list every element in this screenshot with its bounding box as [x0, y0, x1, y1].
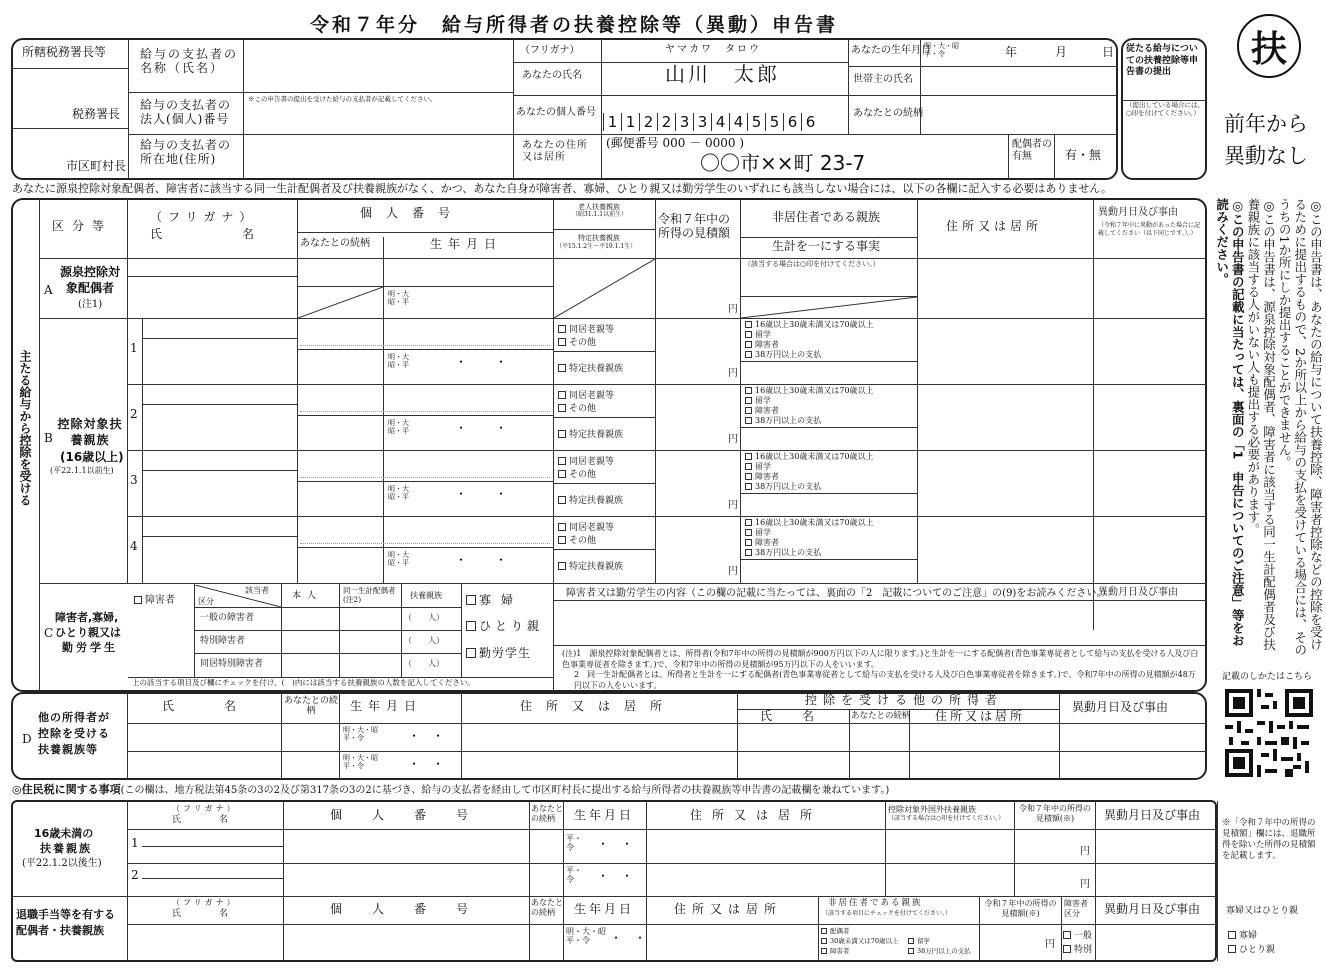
b-row-nonres-disabled[interactable]: 障害者 — [745, 537, 779, 548]
furigana-label: （フリガナ） — [520, 45, 580, 56]
resident-title: ◎住民税に関する事項 — [12, 783, 121, 796]
badge-circle — [1237, 14, 1301, 78]
b-row-elder-cohabit[interactable]: 同居老親等 — [558, 520, 614, 533]
birth-era: 明・大・昭平・令 — [924, 42, 959, 59]
b-row-nonres-study[interactable]: 留学 — [745, 329, 771, 340]
b-row-elder-other[interactable]: その他 — [558, 335, 596, 348]
col-nonres: 非居住者である親族 — [772, 210, 881, 224]
r-col-relation: あなたとの続柄 — [531, 804, 563, 823]
d-label-2: 控除を受ける — [38, 727, 110, 740]
b-row-nonres-age[interactable]: 16歳以上30歳未満又は70歳以上 — [745, 385, 874, 396]
b-row-elder-cohabit[interactable]: 同居老親等 — [558, 388, 614, 401]
ret-col-birth: 生年月日 — [574, 902, 635, 916]
qr-code-icon[interactable] — [1225, 689, 1313, 777]
city-suffix: 市区町村長 — [66, 159, 127, 173]
d-col-change: 異動月日及び事由 — [1072, 700, 1169, 714]
nonres-a-note: （該当する場合は○印を付けてください。） — [744, 260, 880, 268]
postal-value[interactable]: (郵便番号 000 － 0000 ) — [606, 136, 745, 150]
b-row-nonres-disabled[interactable]: 障害者 — [745, 339, 779, 350]
col-relation: あなたとの続柄 — [300, 238, 370, 249]
right-note-2: ◎この申告書は、源泉控除対象配偶者、障害者に該当する同一生計配偶者及び扶養親族に該当する人がいない人も提出する必要があります。 — [1245, 198, 1277, 651]
b-row-nonres-pay[interactable]: 38万円以上の支払 — [745, 415, 821, 426]
c-dependent: 扶養親族 — [410, 591, 442, 600]
r-col-mynumber: 個人番号 — [330, 808, 499, 822]
row-a-slash-2 — [554, 259, 655, 318]
widow-title: 寡婦又はひとり親 — [1226, 906, 1299, 916]
u16-row-2: 2 — [131, 868, 139, 882]
r-col-change: 異動月日及び事由 — [1104, 808, 1201, 822]
spouse-value[interactable]: 有・無 — [1065, 148, 1102, 162]
b-row-mynumber[interactable] — [300, 326, 550, 346]
b-row-yen: 円 — [728, 368, 738, 379]
c-row-general: 一般の障害者 — [200, 613, 255, 623]
ret-label-2: 配偶者・扶養親族 — [16, 924, 104, 937]
mynumber-label: あなたの個人番号 — [516, 107, 596, 118]
row-a-yen: 円 — [728, 304, 738, 315]
main-salary-label: 従たる給与についての扶養控除等申告書の提出 — [1126, 44, 1199, 78]
d-era-1: 明・大・昭平・令 — [343, 726, 378, 743]
b-row-nonres-age[interactable]: 16歳以上30歳未満又は70歳以上 — [745, 517, 874, 528]
householder-input[interactable] — [924, 69, 1114, 93]
notes-2: 2 同一生計配偶者とは、所得者と生計を一にする配偶者(青色事業専従者として給与の支払を受ける人及び白色事業専従者を除きます。)で、令和7年中の所得の見積額が48万円以下の人をいいます。 — [574, 670, 1196, 691]
ret-dots: ・・ — [610, 931, 659, 945]
col-kubun: 区分等 — [52, 219, 113, 233]
b-row-yen: 円 — [728, 566, 738, 577]
right-notes — [1214, 198, 1323, 658]
d-col-other-address: 住所又は居所 — [935, 709, 1026, 723]
b-row-special[interactable]: 特定扶養親族 — [558, 427, 623, 440]
c-spouse: 同一生計配偶者(注2) — [343, 586, 396, 604]
r-col-foreign-note: （該当する場合は○印を付けてください。） — [888, 815, 1005, 822]
resident-side-note: ※「令和７年中の所得の見積額」欄には、退職所得を除いた所得の見積額を記載します。 — [1222, 818, 1316, 862]
payer-name-input[interactable] — [246, 42, 511, 90]
ret-opt-age[interactable]: 30歳未満又は70歳以上 — [821, 936, 899, 945]
d-col-name: 氏名 — [162, 699, 287, 713]
col-shimei: 氏名 — [150, 227, 335, 241]
d-col-relation: あなたとの続柄 — [284, 696, 339, 717]
householder-label: 世帯主の氏名 — [853, 74, 913, 85]
c-change: 異動月日及び事由 — [1098, 587, 1178, 598]
b-row-nonres-disabled[interactable]: 障害者 — [745, 405, 779, 416]
main-side-label: 主たる給与から控除を受ける — [18, 350, 32, 506]
b-row-number: 2 — [130, 407, 138, 421]
birth-day: 日 — [1102, 45, 1115, 59]
ret-col-address: 住所又は居所 — [674, 902, 783, 916]
b-row-nonres-age[interactable]: 16歳以上30歳未満又は70歳以上 — [745, 451, 874, 462]
c-count-1[interactable]: （ 人） — [404, 613, 444, 622]
prev-year-note: 前年から — [1224, 112, 1308, 136]
ret-kubun: 障害者区分 — [1064, 899, 1088, 918]
b-row-mynumber[interactable] — [300, 392, 550, 412]
d-col-address: 住所又は居所 — [520, 699, 677, 713]
birth-label: あなたの生年月日 — [851, 45, 931, 56]
b-row-dots: ・・ — [455, 487, 536, 501]
row-c-label-1: 障害者,寡婦, — [55, 611, 119, 624]
ret-col-relation: あなたとの続柄 — [531, 898, 563, 917]
col-change-note: （令和７年中に異動があった場合に記載してください（以下同じです。）。） — [1098, 222, 1200, 237]
u16-label-1: 16歳未満の — [34, 827, 94, 840]
u16-dots-2: ・・ — [597, 869, 646, 883]
c-disabled-checkbox[interactable]: 障害者 — [134, 591, 175, 606]
col-special-sub: （平15.1.2生～平19.1.1生） — [556, 243, 637, 250]
payer-name-label: 給与の支払者の名称（氏名） — [140, 47, 239, 75]
ret-nonres: 非居住者である親族 — [828, 898, 923, 908]
u16-era-1: 平・令 — [566, 834, 582, 853]
d-col-other: 控除を受ける他の所得者 — [805, 693, 1004, 707]
row-b-note: (平22.1.1以前生) — [50, 466, 114, 475]
row-c-label-2: ひとり親又は — [55, 626, 121, 639]
payer-corp-label: 給与の支払者の法人(個人)番号 — [140, 98, 232, 126]
ret-opt-pay[interactable]: 38万円以上の支払 — [908, 946, 971, 955]
u16-dots-1: ・・ — [597, 837, 646, 851]
payer-corp-note: ※この申告書の提出を受けた給与の支払者が記載してください。 — [248, 95, 437, 103]
c-footnote: 上の該当する項目及び欄にチェックを付け、( )内には該当する扶養親族の人数を記入してください。 — [132, 678, 475, 687]
c-kubun: 区分 — [198, 597, 214, 606]
single-checkbox[interactable]: ひとり親 — [1228, 942, 1275, 955]
r-col-address: 住所又は居所 — [690, 808, 823, 822]
qr-caption: 記載のしかたはこちら — [1222, 672, 1313, 682]
prev-year-note-2: 異動なし — [1224, 144, 1308, 168]
b-row-number: 3 — [130, 473, 138, 487]
r-col-income: 令和７年中の所得の見積額(※) — [1019, 804, 1091, 823]
c-single-checkbox[interactable]: ひとり親 — [466, 617, 543, 634]
b-row-number: 4 — [130, 539, 138, 553]
tax-office-label: 所轄税務署長等 — [22, 45, 107, 59]
ret-yen: 円 — [1045, 939, 1055, 950]
d-era-2: 明・大・昭平・令 — [343, 754, 378, 771]
ret-col-shimei: 氏名 — [172, 909, 267, 919]
col-furigana: （フリガナ） — [150, 210, 258, 224]
col-elder: 老人扶養親族 — [578, 203, 620, 211]
ret-label-1: 退職手当等を有する — [16, 908, 115, 921]
ret-col-change: 異動月日及び事由 — [1104, 902, 1201, 916]
col-elder-sub: （昭31.1.1以前生） — [572, 211, 628, 218]
d-dots-1: ・・ — [408, 729, 457, 743]
col-change: 異動月日及び事由 — [1098, 207, 1178, 218]
b-row-dots: ・・ — [455, 421, 536, 435]
address-label: あなたの住所又は居所 — [522, 140, 588, 163]
c-widow-checkbox[interactable]: 寡婦 — [466, 591, 523, 608]
ret-era: 明・大・昭平・令 — [566, 927, 606, 946]
r-col-birth: 生年月日 — [574, 808, 635, 822]
b-row-nonres-study[interactable]: 留学 — [745, 527, 771, 538]
badge-text: 扶 — [1250, 28, 1287, 70]
birth-year: 年 — [1005, 45, 1018, 59]
name-label: あなたの氏名 — [522, 70, 582, 81]
row-c-label-3: 勤労学生 — [62, 641, 118, 654]
c-content: 障害者又は勤労学生の内容（この欄の記載に当たっては、裏面の「2 記載についてのご注意」の(9)をお読みください。） — [566, 588, 1112, 599]
payer-corp-number[interactable] — [264, 110, 498, 130]
b-row-era: 明・大昭・平 — [388, 551, 409, 568]
b-row-mynumber[interactable] — [300, 524, 550, 544]
col-birth: 生年月日 — [430, 237, 503, 251]
relation-label: あなたとの続柄 — [853, 108, 923, 119]
b-row-nonres-pay[interactable]: 38万円以上の支払 — [745, 349, 821, 360]
notes-1: (注)1 源泉控除対象配偶者とは、所得者(令和7年中の所得の見積額が900万円以下の人に限ります。)と生計を一にする配偶者(青色事業専従者として給与の支払を受ける人及び白色事業専従者を除きます。)で、令和7年中の所得の見積額が95万円以下の人をいいます。 — [562, 649, 1199, 670]
payer-addr-input[interactable] — [246, 137, 511, 177]
b-row-special[interactable]: 特定扶養親族 — [558, 361, 623, 374]
ret-col-furigana: （フリガナ） — [172, 898, 238, 907]
col-sameliving: 生計を一にする事実 — [772, 239, 881, 253]
b-row-nonres-pay[interactable]: 38万円以上の支払 — [745, 547, 821, 558]
c-row-special: 特別障害者 — [200, 636, 246, 646]
name-value[interactable]: 山川 太郎 — [665, 62, 780, 86]
ret-opt-disabled[interactable]: 障害者 — [821, 946, 850, 955]
b-row-number: 1 — [130, 341, 138, 355]
d-col-birth: 生年月日 — [350, 699, 423, 713]
b-row-nonres-pay[interactable]: 38万円以上の支払 — [745, 481, 821, 492]
u16-yen-1: 円 — [1080, 846, 1090, 857]
b-row-yen: 円 — [728, 434, 738, 445]
b-row-yen: 円 — [728, 500, 738, 511]
b-row-dots: ・・ — [455, 355, 536, 369]
row-a-slash-3 — [741, 297, 917, 318]
row-b-label: 控除対象扶養親族 — [57, 417, 123, 448]
ret-col-income: 令和７年中の所得の見積額(※) — [984, 899, 1057, 918]
payer-addr-label: 給与の支払者の所在地(住所) — [140, 138, 232, 166]
resident-title-note: (この欄は、地方税法第45条の3の2及び第317条の3の2に基づき、給与の支払者を経由して市区町村長に提出する給与所得者の扶養親族等申告書の記載欄を兼ねています。) — [120, 785, 890, 796]
b-row-mynumber[interactable] — [300, 458, 550, 478]
u16-yen-2: 円 — [1080, 879, 1090, 890]
d-label-3: 扶養親族等 — [38, 743, 98, 756]
u16-label-3: (平22.1.2以後生) — [22, 858, 102, 869]
c-count-2[interactable]: （ 人） — [404, 636, 444, 645]
birth-month: 月 — [1055, 45, 1068, 59]
d-letter: D — [22, 732, 32, 746]
ret-general-checkbox[interactable]: 一般 — [1063, 928, 1092, 941]
c-applicable: 該当者 — [245, 586, 269, 595]
main-salary-note: （提出している場合には、○印を付けてください。） — [1126, 101, 1204, 118]
u16-row-1: 1 — [131, 836, 139, 850]
row-c-letter: C — [44, 626, 54, 640]
row-a-slash-1 — [298, 287, 383, 318]
b-row-nonres-disabled[interactable]: 障害者 — [745, 471, 779, 482]
u16-era-2: 平・令 — [566, 866, 582, 885]
d-col-other-relation: あなたとの続柄 — [851, 711, 911, 721]
col-address: 住所又は居所 — [946, 219, 1043, 233]
ret-special-checkbox[interactable]: 特別 — [1063, 942, 1092, 955]
b-row-era: 明・大昭・平 — [388, 353, 409, 370]
row-b-letter: B — [44, 431, 53, 445]
tax-office-suffix: 税務署長 — [72, 107, 121, 121]
b-row-era: 明・大昭・平 — [388, 485, 409, 502]
resident-title-row — [12, 784, 889, 797]
widow-checkbox[interactable]: 寡婦 — [1228, 928, 1257, 941]
b-row-special[interactable]: 特定扶養親族 — [558, 559, 623, 572]
row-a-era: 明・大昭・平 — [388, 290, 409, 307]
notice-text: あなたに源泉控除対象配偶者、障害者に該当する同一生計配偶者及び扶養親族がなく、かつ、あなた自身が障害者、寡婦、ひとり親又は勤労学生のいずれにも該当しない場合には、以下の各欄に記入する必要はありません。 — [12, 182, 1112, 195]
col-mynumber: 個人番号 — [360, 206, 465, 220]
row-a-label: 源泉控除対象配偶者 — [59, 265, 120, 296]
spouse-label: 配偶者の有無 — [1012, 139, 1052, 162]
right-note-3: ◎この申告書の記載に当たっては、裏面の「1 申告についてのご注意」等をお読みください。 — [1214, 198, 1246, 647]
b-row-elder-cohabit[interactable]: 同居老親等 — [558, 322, 614, 335]
ret-nonres-note: （該当する項目にチェックを付けてください。） — [822, 910, 951, 917]
form-title: 令和７年分 給与所得者の扶養控除等（異動）申告書 — [310, 14, 839, 36]
b-row-era: 明・大昭・平 — [388, 419, 409, 436]
row-a-note: (注1) — [78, 299, 103, 310]
b-row-nonres-age[interactable]: 16歳以上30歳未満又は70歳以上 — [745, 319, 874, 330]
c-count-3[interactable]: （ 人） — [404, 659, 444, 668]
col-income: 令和７年中の所得の見積額 — [658, 212, 731, 240]
b-row-elder-other[interactable]: その他 — [558, 533, 596, 546]
c-row-cohabit: 同居特別障害者 — [200, 659, 264, 669]
b-row-special[interactable]: 特定扶養親族 — [558, 493, 623, 506]
r-col-furigana: （フリガナ） — [172, 804, 238, 813]
r-col-shimei: 氏名 — [172, 815, 267, 825]
u16-label-2: 扶養親族 — [40, 842, 92, 855]
address-value[interactable]: 〇〇市××町 23-7 — [700, 151, 866, 175]
c-student-checkbox[interactable]: 勤労学生 — [466, 644, 531, 661]
ret-opt-spouse[interactable]: 配偶者 — [821, 926, 850, 935]
c-self: 本人 — [292, 591, 323, 601]
mynumber-digits[interactable]: 1 1 2 2 3 3 4 4 5 5 6 6 — [603, 113, 819, 133]
b-row-dots: ・・ — [455, 553, 536, 567]
d-col-other-name: 氏名 — [760, 709, 845, 723]
row-a-letter: A — [44, 283, 53, 297]
d-label-1: 他の所得者が — [38, 711, 110, 724]
furigana-value[interactable]: ヤマカワ タロウ — [665, 44, 761, 55]
b-row-elder-other[interactable]: その他 — [558, 467, 596, 480]
d-dots-2: ・・ — [408, 757, 457, 771]
relation-input[interactable] — [924, 98, 1114, 132]
row-b-age: (16歳以上) — [60, 450, 124, 464]
right-note-1: ◎この申告書は、あなたの給与について扶養控除、障害者控除などの控除を受けるために提出するもので、2か所以上から給与の支払を受けている場合には、そのうちの1か所にしか提出することができません。 — [1277, 198, 1324, 656]
b-row-nonres-study[interactable]: 留学 — [745, 395, 771, 406]
ret-col-mynumber: 個人番号 — [330, 902, 499, 916]
ret-opt-study[interactable]: 留学 — [908, 936, 930, 945]
b-row-elder-cohabit[interactable]: 同居老親等 — [558, 454, 614, 467]
r-col-foreign: 控除対象外国外扶養親族 — [888, 805, 976, 814]
b-row-elder-other[interactable]: その他 — [558, 401, 596, 414]
b-row-nonres-study[interactable]: 留学 — [745, 461, 771, 472]
col-special: 特定扶養親族 — [578, 234, 620, 242]
